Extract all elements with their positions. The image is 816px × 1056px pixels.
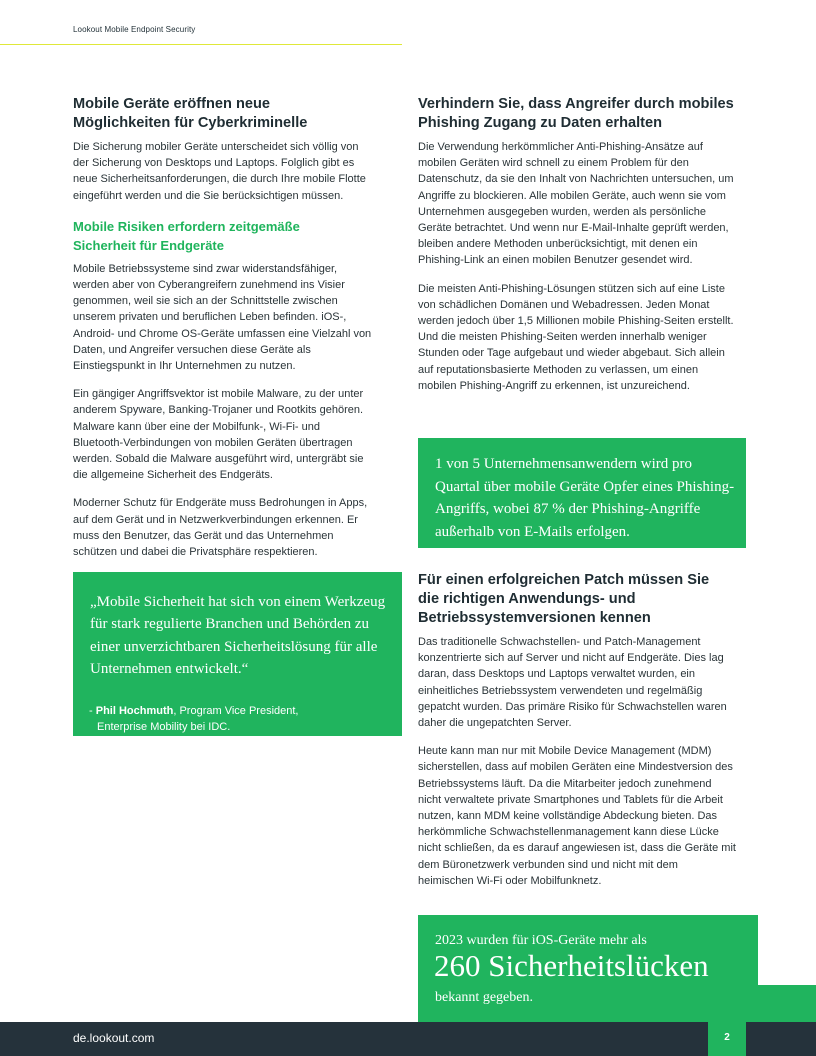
quote-role-2: Enterprise Mobility bei IDC. [97, 721, 231, 734]
right-paragraph-2: Die meisten Anti-Phishing-Lösungen stützen sich auf eine Liste von schädlichen Domänen und Webadressen. Jeden Monat werden jedoch über 1,5 Millionen mobile Phishing-Seiten erstellt. Und die meisten Phishing-Seiten werden innerhalb weniger Stunden oder Tage aufgebaut und wieder abgebaut. Sich allein auf reputationsbasierte Methoden zu verlassen, um einen mobilen Phishing-Angriff zu erkennen, ist unzureichend. [418, 282, 734, 392]
cve-pre-text: 2023 wurden für iOS-Geräte mehr als [435, 933, 647, 948]
left-subheading: Mobile Risiken erfordern zeitgemäße Sicherheit für Endgeräte [73, 218, 300, 253]
cve-accent-bar [758, 985, 816, 1023]
right-column-bottom [418, 571, 740, 889]
left-heading-1: Mobile Geräte eröffnen neue Möglichkeiten für Cyberkriminelle [73, 96, 308, 131]
quote-text: „Mobile Sicherheit hat sich von einem Werkzeug für stark regulierte Branchen und Behörden zu einer unverzichtbaren Sicherheitslösung für alle Unternehmen entwickelt.“ [90, 594, 386, 677]
right-paragraph-1: Die Verwendung herkömmlicher Anti-Phishing-Ansätze auf mobilen Geräten wird schnell zu einem Problem für den Datenschutz, da sie den Inhalt von Nachrichten untersuchen, um Angriffe zu blockieren. Alle mobilen Geräte, auch wenn sie vom Unternehmen ausgegeben wurden, werden als persönliche Geräte betrachtet. Und wenn nur E-Mail-Inhalte geprüft werden, bleiben andere Methoden unberücksichtigt, mit denen ein Phishing-Link an einen mobilen Benutzer gesendet wird. [418, 141, 734, 267]
page-number-badge [708, 1022, 746, 1056]
left-paragraph-4: Moderner Schutz für Endgeräte muss Bedrohungen in Apps, auf dem Gerät und in Netzwerkverbindungen erkennen. Er muss den Benutzer, das Gerät und das Unternehmen schützen und dabei die Privatsphäre respektieren. [73, 497, 368, 559]
quote-attribution [89, 703, 298, 736]
cve-big-number: 260 Sicherheitslücken [434, 948, 709, 983]
left-paragraph-2: Mobile Betriebssysteme sind zwar widerstandsfähiger, werden aber von Cyberangreifern zunehmend ins Visier genommen, weil sie sich an der Schnittstelle zwischen unserem privaten und beruflichen Leben befinden. iOS-, Android- und Chrome OS-Geräte umfassen eine Vielzahl von Daten, und Angreifer versuchen diese Geräte als Einstiegspunkt in Ihr Unternehmen zu nutzen. [73, 262, 372, 373]
left-paragraph-3: Ein gängiger Angriffsvektor ist mobile Malware, zu der unter anderem Spyware, Banking-Trojaner und Rootkits gehören. Malware kann über eine der Mobilfunk-, Wi-Fi- und Bluetooth-Verbindungen von mobilen Geräten übertragen werden. Sobald die Malware ausgeführt wird, untergräbt sie die allgemeine Sicherheit des Endgeräts. [73, 388, 364, 482]
cve-post-text: bekannt gegeben. [435, 990, 533, 1005]
footer-url-link[interactable]: de.lookout.com [73, 1031, 155, 1045]
header-divider [0, 44, 402, 45]
right-paragraph-4: Heute kann man nur mit Mobile Device Management (MDM) sicherstellen, dass auf mobilen Geräten eine Mindestversion des Betriebssystems läuft. Da die Mitarbeiter jedoch zunehmend nicht verwaltete private Smartphones und Tablets für die Arbeit nutzen, kann MDM keine vollständige Abdeckung bieten. Das herkömmliche Schwachstellenmanagement kann diese Lücke nicht schließen, da es darauf angewiesen ist, dass die Geräte mit dem Büronetzwerk verbunden sind und nicht mit dem heimischen Wi-Fi oder Mobilfunknetz. [418, 745, 736, 887]
left-column [73, 95, 373, 560]
page-number: 2 [724, 1032, 730, 1043]
right-heading-1: Verhindern Sie, dass Angreifer durch mobiles Phishing Zugang zu Daten erhalten [418, 96, 734, 131]
quote-dash: - [89, 705, 96, 717]
footer [0, 1022, 816, 1056]
stat-box [418, 438, 746, 548]
header-title: Lookout Mobile Endpoint Security [73, 25, 196, 34]
left-paragraph-1: Die Sicherung mobiler Geräte unterscheidet sich völlig von der Sicherung von Desktops und Laptops. Folglich gibt es neue Sicherheitsanforderungen, die durch Ihre mobile Flotte eingeführt werden und die Sie berücksichtigen müssen. [73, 141, 366, 202]
right-paragraph-3: Das traditionelle Schwachstellen- und Patch-Management konzentrierte sich auf Server und nicht auf Endgeräte. Dies lag daran, dass Desktops und Laptops verwaltet wurden, ein einheitliches Betriebssystem verwendeten und regelmäßig gepatcht wurden. Das primäre Risiko für Schwachstellen waren daher die ungepatchten Server. [418, 636, 727, 730]
cve-stat-box [418, 915, 758, 1023]
right-heading-2: Für einen erfolgreichen Patch müssen Sie die richtigen Anwendungs- und Betriebssystemversionen kennen [418, 572, 710, 626]
right-column-top [418, 95, 740, 394]
stat-text: 1 von 5 Unternehmensanwendern wird pro Quartal über mobile Geräte Opfer eines Phishing-Angriffs, wobei 87 % der Phishing-Angriffe außerhalb von E-Mails erfolgen. [435, 456, 735, 540]
quote-role-1: , Program Vice President, [173, 705, 299, 717]
quote-author: Phil Hochmuth [95, 705, 174, 717]
